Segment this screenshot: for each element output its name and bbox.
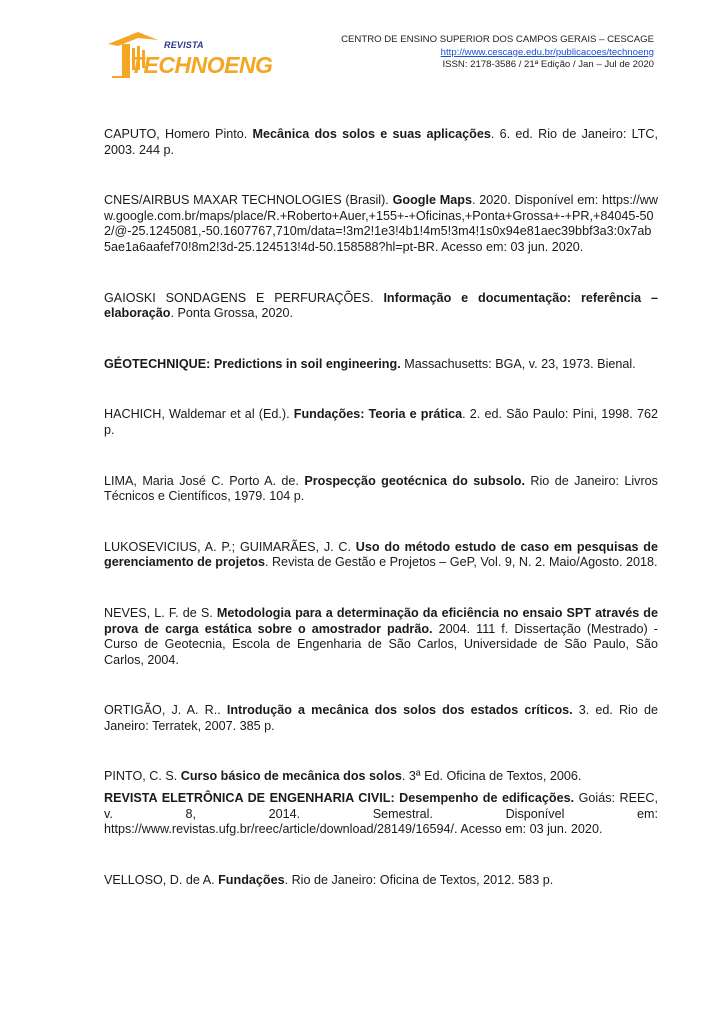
logo-revista-label: REVISTA xyxy=(164,40,204,50)
reference-authors: LIMA, Maria José C. Porto A. de. xyxy=(104,473,305,488)
reference-details: . 3ª Ed. Oficina de Textos, 2006. xyxy=(401,769,582,784)
reference-authors: GAIOSKI SONDAGENS E PERFURAÇÕES. xyxy=(104,290,384,305)
reference-details: . Rio de Janeiro: Oficina de Textos, 2012. 583 p. xyxy=(284,872,554,887)
reference-title: REVISTA ELETRÔNICA DE ENGENHARIA CIVIL: Desempenho de edificações. xyxy=(104,791,575,806)
reference-details: 3. ed. Rio de Janeiro: Terratek, 2007. 385 p. xyxy=(104,703,658,733)
reference-title: Uso do método estudo de caso em pesquisas de gerenciamento de projetos xyxy=(104,539,658,570)
reference-item xyxy=(104,357,658,373)
reference-title: Google Maps xyxy=(392,193,472,208)
reference-item xyxy=(104,769,658,785)
reference-item xyxy=(104,127,658,158)
reference-details: Massachusetts: BGA, v. 23, 1973. Bienal. xyxy=(400,356,636,371)
reference-item xyxy=(104,291,658,322)
reference-authors: ORTIGÃO, J. A. R.. xyxy=(104,703,227,718)
reference-details: 2004. 111 f. Dissertação (Mestrado) - Curso de Geotecnia, Escola de Engenharia de São Carlos, Universidade de São Paulo, São Carlos, 2004. xyxy=(104,621,658,667)
reference-authors: PINTO, C. S. xyxy=(104,769,181,784)
reference-details: Rio de Janeiro: Livros Técnicos e Científicos, 1979. 104 p. xyxy=(104,473,658,504)
institution-name: CENTRO DE ENSINO SUPERIOR DOS CAMPOS GERAIS – CESCAGE xyxy=(341,34,654,45)
reference-details: Goiás: REEC, v. 8, 2014. Semestral. Disponível em: https://www.revistas.ufg.br/reec/article/download/28149/16594/. Acesso em: 03 jun. 2020. xyxy=(104,791,658,837)
reference-authors: VELLOSO, D. de A. xyxy=(104,872,219,887)
reference-item xyxy=(104,606,658,668)
reference-authors: NEVES, L. F. de S. xyxy=(104,605,217,620)
institution-info xyxy=(341,34,654,72)
journal-url-link[interactable]: http://www.cescage.edu.br/publicacoes/technoeng xyxy=(440,46,654,58)
reference-title: Fundações xyxy=(218,872,285,887)
reference-details: . Ponta Grossa, 2020. xyxy=(170,306,294,321)
reference-title: Curso básico de mecânica dos solos xyxy=(180,769,402,784)
reference-details: . 2020. Disponível em: https://www.google.com.br/maps/place/R.+Roberto+Auer,+155+-+Oficinas,+Ponta+Grossa+-+PR,+84045-502/@-25.1245081,-50.1607767,710m/data=!3m2!1e3!4b1!4m5!3m4!1s0x94e81aec39bbf3a3:0x7ab5ae1a6aafef70!8m2!3d-25.124513!4d-50.158588?hl=pt-BR. Acesso em: 03 jun. 2020. xyxy=(104,193,658,254)
technoeng-logo xyxy=(108,30,298,82)
reference-authors: CNES/AIRBUS MAXAR TECHNOLOGIES (Brasil). xyxy=(104,193,393,208)
logo-brand-label: TECHNOENG xyxy=(130,52,273,78)
reference-item xyxy=(104,193,658,255)
reference-details: . 2. ed. São Paulo: Pini, 1998. 762 p. xyxy=(104,407,658,437)
reference-item xyxy=(104,540,658,571)
reference-item xyxy=(104,703,658,734)
reference-details: . 6. ed. Rio de Janeiro: LTC, 2003. 244 p. xyxy=(104,127,658,157)
reference-title: Fundações: Teoria e prática xyxy=(293,407,463,422)
reference-title: GÉOTECHNIQUE: Predictions in soil engineering. xyxy=(104,356,401,371)
reference-authors: HACHICH, Waldemar et al (Ed.). xyxy=(104,407,294,422)
reference-item xyxy=(104,407,658,438)
reference-title: Mecânica dos solos e suas aplicações xyxy=(252,127,491,141)
reference-authors: CAPUTO, Homero Pinto. xyxy=(104,127,253,141)
reference-title: Prospecção geotécnica do subsolo. xyxy=(304,473,525,488)
reference-title: Informação e documentação: referência – elaboração xyxy=(104,290,658,321)
reference-details: . Revista de Gestão e Projetos – GeP, Vol. 9, N. 2. Maio/Agosto. 2018. xyxy=(264,555,658,570)
reference-item xyxy=(104,873,658,889)
page-header xyxy=(0,0,724,90)
issn-line: ISSN: 2178-3586 / 21ª Edição / Jan – Jul de 2020 xyxy=(442,59,654,70)
reference-item xyxy=(104,791,658,838)
references-list xyxy=(104,127,658,888)
reference-title: Introdução a mecânica dos solos dos estados críticos. xyxy=(226,703,573,718)
reference-title: Metodologia para a determinação da eficiência no ensaio SPT através de prova de carga estática sobre o amostrador padrão. xyxy=(104,605,658,636)
reference-item xyxy=(104,474,658,505)
reference-authors: LUKOSEVICIUS, A. P.; GUIMARÃES, J. C. xyxy=(104,539,356,554)
